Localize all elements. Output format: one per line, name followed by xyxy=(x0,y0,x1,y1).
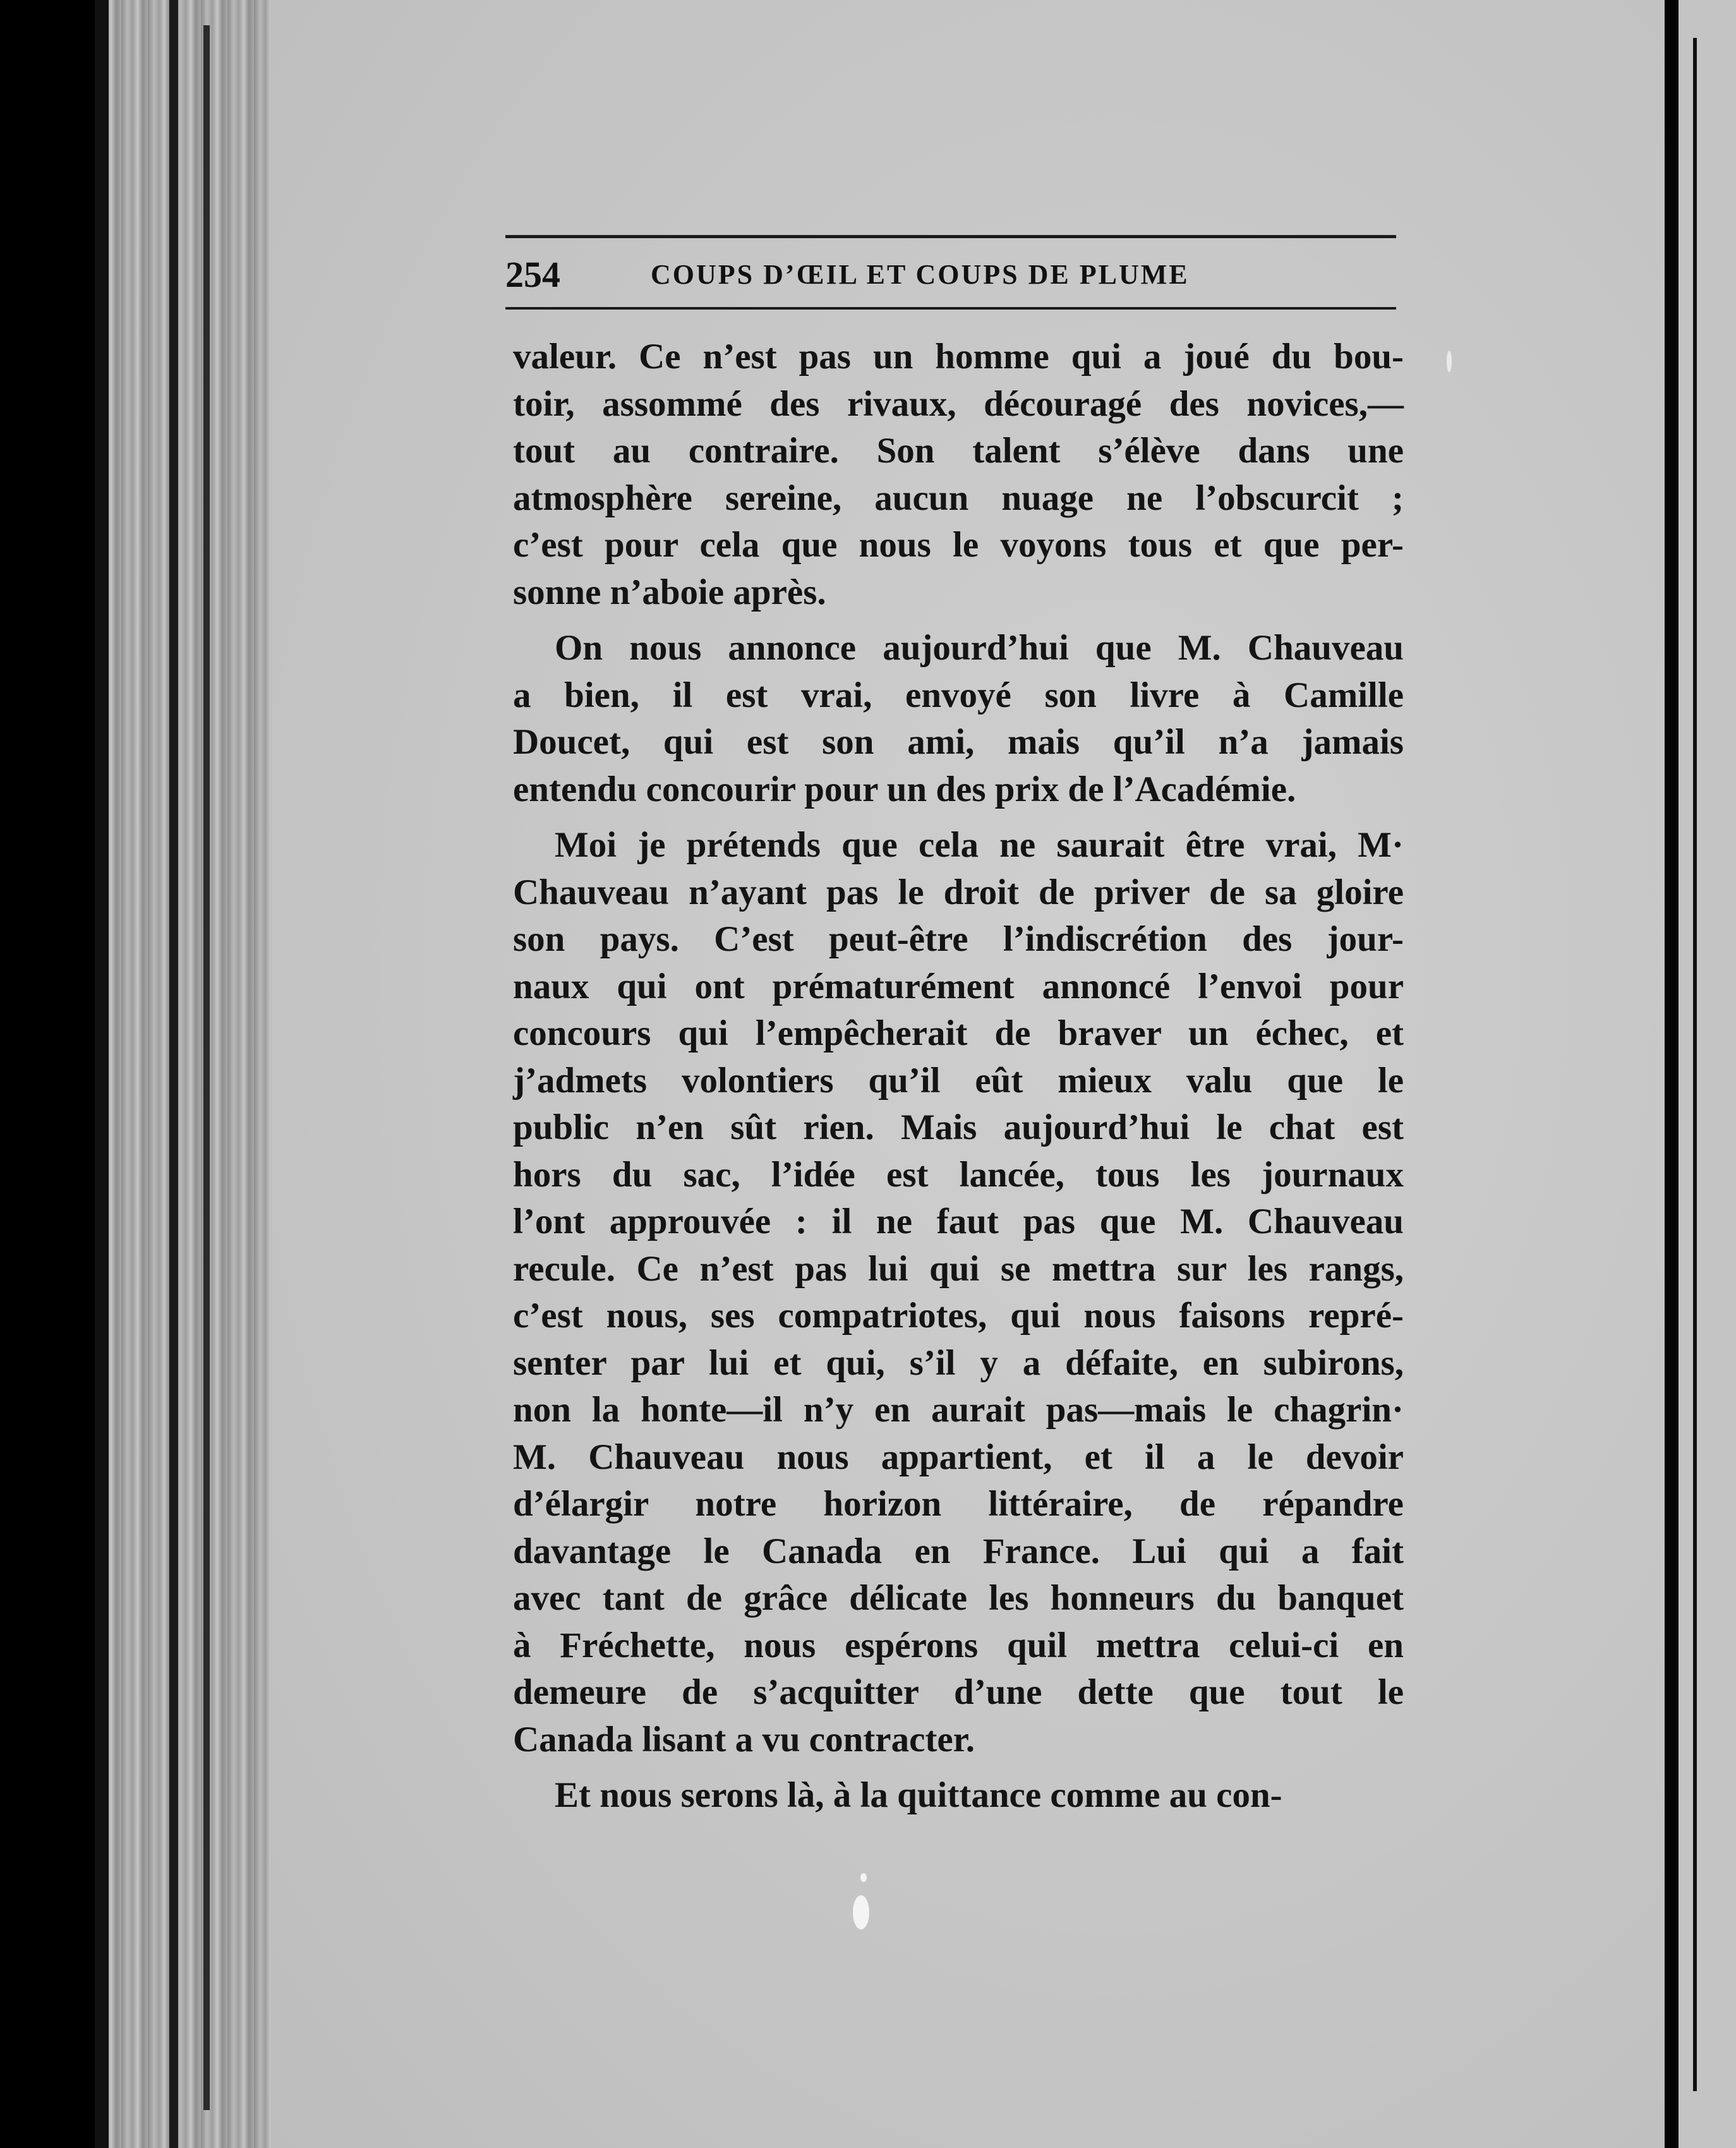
text-line: a bien, il est vrai, envoyé son livre à Camille xyxy=(513,675,1404,715)
text-line: c’est pour cela que nous le voyons tous et que per- xyxy=(513,525,1404,565)
paragraph xyxy=(513,1772,1404,1819)
stacked-page-edges xyxy=(95,0,278,2148)
text-line: Et nous serons là, à la quittance comme au con- xyxy=(555,1775,1282,1815)
scan-speck xyxy=(853,1895,869,1929)
text-line: recule. Ce n’est pas lui qui se mettra sur les rangs, xyxy=(513,1248,1404,1289)
text-line: toir, assommé des rivaux, découragé des novices,— xyxy=(513,383,1404,424)
header-rule-bottom xyxy=(505,307,1396,310)
paragraph xyxy=(513,625,1404,813)
text-line: demeure de s’acquitter d’une dette que tout le xyxy=(513,1672,1404,1712)
scan-speck xyxy=(1447,351,1452,372)
text-line: M. Chauveau nous appartient, et il a le devoir xyxy=(513,1437,1404,1477)
text-line: Doucet, qui est son ami, mais qu’il n’a jamais xyxy=(513,722,1404,762)
facing-page-edge xyxy=(1679,0,1736,2148)
body-text xyxy=(513,334,1404,1819)
text-line: Moi je prétends que cela ne saurait être vrai, M· xyxy=(555,825,1404,865)
text-line: d’élargir notre horizon littéraire, de répandre xyxy=(513,1484,1404,1524)
book-gutter xyxy=(1665,0,1679,2148)
running-title: COUPS D’ŒIL ET COUPS DE PLUME xyxy=(651,259,1190,290)
text-line: hors du sac, l’idée est lancée, tous les journaux xyxy=(513,1154,1404,1195)
text-line: j’admets volontiers qu’il eût mieux valu que le xyxy=(513,1060,1404,1101)
text-line: son pays. C’est peut-être l’indiscrétion des jour- xyxy=(513,919,1404,959)
text-line: tout au contraire. Son talent s’élève dans une xyxy=(513,431,1404,471)
text-line: atmosphère sereine, aucun nuage ne l’obscurcit ; xyxy=(513,478,1404,518)
text-line: davantage le Canada en France. Lui qui a fait xyxy=(513,1531,1404,1571)
text-line: naux qui ont prématurément annoncé l’envoi pour xyxy=(513,966,1404,1006)
text-line: public n’en sût rien. Mais aujourd’hui le chat est xyxy=(513,1107,1404,1147)
header-rule-top xyxy=(505,235,1396,238)
text-line: Chauveau n’ayant pas le droit de priver de sa gloire xyxy=(513,872,1404,912)
text-line: l’ont approuvée : il ne faut pas que M. Chauveau xyxy=(513,1202,1404,1241)
text-line: non la honte—il n’y en aurait pas—mais le chagrin· xyxy=(513,1390,1404,1430)
text-line: valeur. Ce n’est pas un homme qui a joué du bou- xyxy=(513,337,1404,377)
text-line: senter par lui et qui, s’il y a défaite, en subirons, xyxy=(513,1342,1404,1383)
scan-speck xyxy=(860,1873,867,1882)
paragraph xyxy=(513,334,1404,616)
text-line: c’est nous, ses compatriotes, qui nous faisons repré- xyxy=(513,1296,1404,1336)
text-line: à Fréchette, nous espérons quil mettra celui-ci en xyxy=(513,1625,1404,1665)
text-line: Canada lisant a vu contracter. xyxy=(513,1719,975,1759)
text-line: concours qui l’empêcherait de braver un échec, et xyxy=(513,1013,1404,1053)
text-line: avec tant de grâce délicate les honneurs du banquet xyxy=(513,1578,1404,1618)
page-number: 254 xyxy=(505,254,560,295)
text-line: On nous annonce aujourd’hui que M. Chauveau xyxy=(555,628,1404,668)
paragraph xyxy=(513,822,1404,1763)
running-head xyxy=(505,250,1396,300)
page-edge-shadow xyxy=(203,25,210,2110)
page-edge-shadow xyxy=(169,0,178,2148)
text-line: sonne n’aboie après. xyxy=(513,572,826,612)
page-edge-shadow xyxy=(95,0,109,2148)
facing-page-border xyxy=(1693,38,1697,2091)
text-line: entendu concourir pour un des prix de l’Académie. xyxy=(513,769,1296,809)
